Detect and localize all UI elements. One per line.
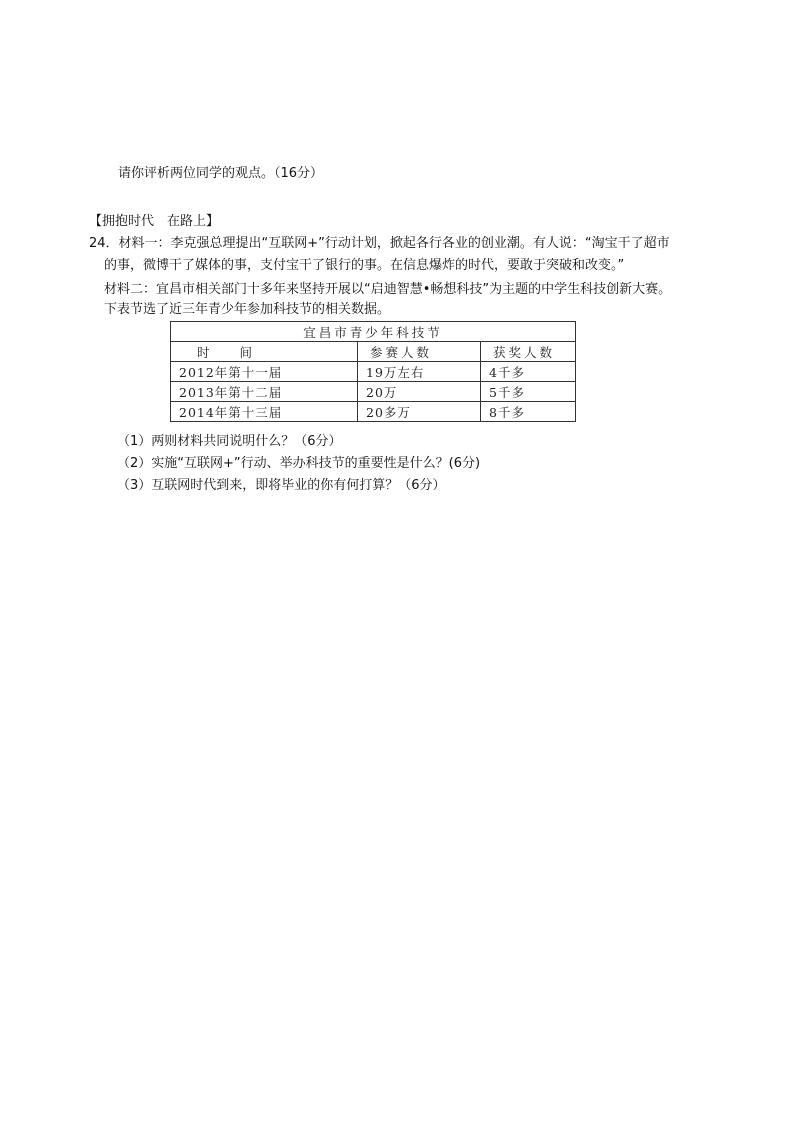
- previous-question-prompt: 请你评析两位同学的观点。（16分）: [118, 166, 324, 181]
- table-header-row: [171, 342, 576, 362]
- table-caption: 宜昌市青少年科技节: [171, 322, 576, 342]
- question-24-material-1-line-1: 24．材料一：李克强总理提出“互联网+”行动计划，掀起各行各业的创业潮。有人说：“淘宝干了超市: [89, 236, 670, 251]
- table-caption-row: [171, 322, 576, 342]
- question-24-material-2-line-1: 材料二：宜昌市相关部门十多年来坚持开展以“启迪智慧•畅想科技”为主题的中学生科技创新大赛。: [104, 282, 672, 297]
- table-cell-participants: 20多万: [358, 402, 481, 422]
- table-cell-winners: 4千多: [481, 362, 576, 382]
- table-row: [171, 402, 576, 422]
- table-cell-participants: 19万左右: [358, 362, 481, 382]
- sub-question-3: （3）互联网时代到来，即将毕业的你有何打算？（6分）: [117, 478, 446, 493]
- column-header-participants: 参赛人数: [358, 342, 481, 362]
- table-cell-winners: 8千多: [481, 402, 576, 422]
- table-cell-time: 2013年第十二届: [171, 382, 358, 402]
- sub-question-1: （1）两则材料共同说明什么？（6分）: [117, 434, 342, 449]
- table-cell-participants: 20万: [358, 382, 481, 402]
- question-24-material-2-line-2: 下表节选了近三年青少年参加科技节的相关数据。: [104, 302, 391, 317]
- column-header-winners: 获奖人数: [481, 342, 576, 362]
- table-row: [171, 362, 576, 382]
- question-24-material-1-line-2: 的事，微博干了媒体的事，支付宝干了银行的事。在信息爆炸的时代，要敢于突破和改变。”: [104, 258, 625, 273]
- science-festival-data-table: [170, 321, 576, 422]
- table-cell-winners: 5千多: [481, 382, 576, 402]
- sub-question-2: （2）实施“互联网+”行动、举办科技节的重要性是什么？(6分): [117, 456, 481, 471]
- table-row: [171, 382, 576, 402]
- table-cell-time: 2012年第十一届: [171, 362, 358, 382]
- column-header-time: 时间: [171, 342, 358, 362]
- section-heading: 【拥抱时代 在路上】: [89, 214, 220, 229]
- table-cell-time: 2014年第十三届: [171, 402, 358, 422]
